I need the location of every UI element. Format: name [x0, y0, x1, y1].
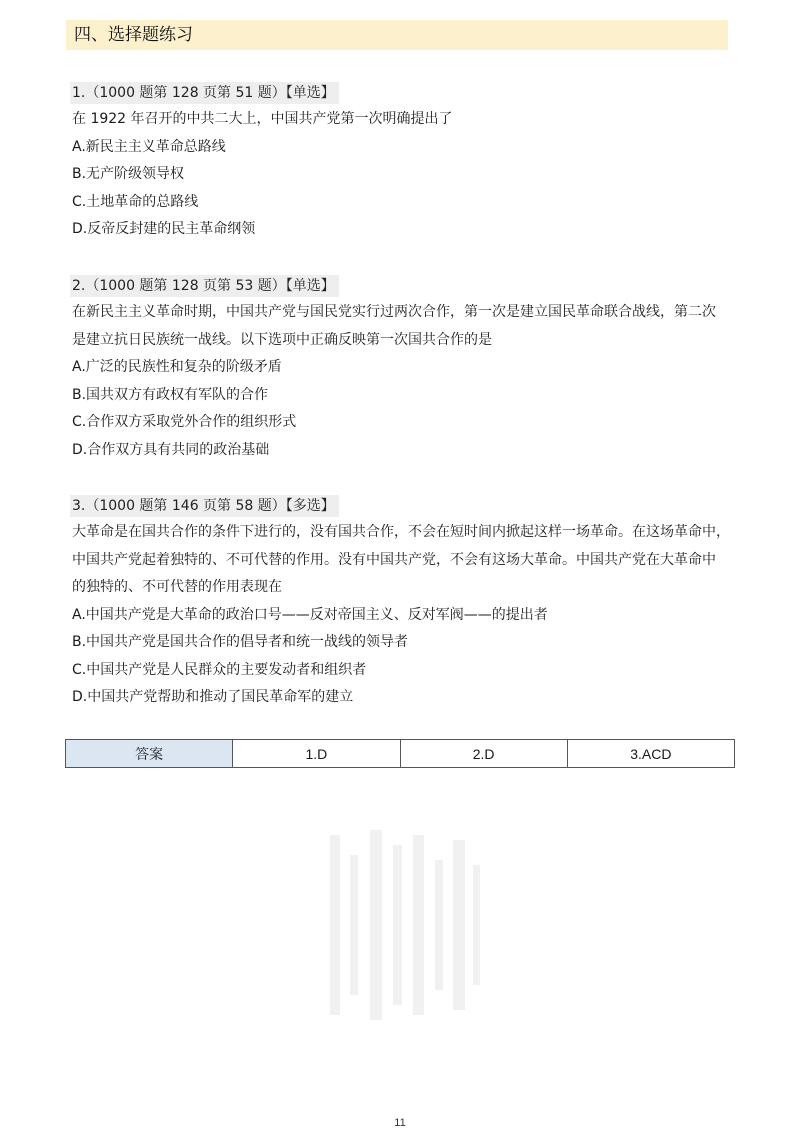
question-2 [72, 275, 732, 464]
option-d: D.中国共产党帮助和推动了国民革命军的建立 [72, 689, 354, 705]
question-header: 2.（1000 题第 128 页第 53 题）【单选】 [70, 275, 339, 297]
question-1 [72, 82, 732, 244]
option-c: C.中国共产党是人民群众的主要发动者和组织者 [72, 661, 367, 678]
option-a: A.广泛的民族性和复杂的阶级矛盾 [72, 359, 282, 375]
option-d: D.合作双方具有共同的政治基础 [72, 441, 270, 458]
question-header: 1.（1000 题第 128 页第 51 题）【单选】 [70, 82, 339, 104]
answer-3: 3.ACD [567, 740, 734, 768]
question-stem: 在 1922 年召开的中共二大上，中国共产党第一次明确提出了 [72, 111, 453, 127]
question-stem-line-3: 的独特的、不可代替的作用表现在 [72, 579, 282, 595]
question-stem-line-2: 是建立抗日民族统一战线。以下选项中正确反映第一次国共合作的是 [72, 331, 492, 348]
question-header: 3.（1000 题第 146 页第 58 题）【多选】 [70, 495, 339, 517]
page-number: 11 [394, 1117, 406, 1129]
section-title: 四、选择题练习 [66, 20, 728, 50]
option-d: D.反帝反封建的民主革命纲领 [72, 221, 256, 237]
option-a: A.新民主主义革命总路线 [72, 138, 226, 155]
option-b: B.无产阶级领导权 [72, 166, 185, 182]
answer-row [66, 740, 735, 768]
option-c: C.土地革命的总路线 [72, 193, 199, 210]
question-3 [72, 495, 732, 712]
option-b: B.国共双方有政权有军队的合作 [72, 386, 269, 403]
watermark-graphic [325, 825, 485, 1025]
question-stem-line-1: 大革命是在国共合作的条件下进行的，没有国共合作，不会在短时间内掀起这样一场革命。在这场革命中， [72, 524, 730, 540]
answer-table [65, 739, 735, 768]
option-c: C.合作双方采取党外合作的组织形式 [72, 414, 297, 430]
option-a: A.中国共产党是大革命的政治口号——反对帝国主义、反对军阀——的提出者 [72, 606, 548, 623]
option-b: B.中国共产党是国共合作的倡导者和统一战线的领导者 [72, 634, 409, 650]
question-stem-line-1: 在新民主主义革命时期，中国共产党与国民党实行过两次合作，第一次是建立国民革命联合战线，第二次 [72, 304, 716, 320]
answer-label: 答案 [66, 740, 233, 768]
answer-2: 2.D [400, 740, 567, 768]
answer-1: 1.D [233, 740, 400, 768]
question-stem-line-2: 中国共产党起着独特的、不可代替的作用。没有中国共产党，不会有这场大革命。中国共产党在大革命中 [72, 551, 716, 568]
